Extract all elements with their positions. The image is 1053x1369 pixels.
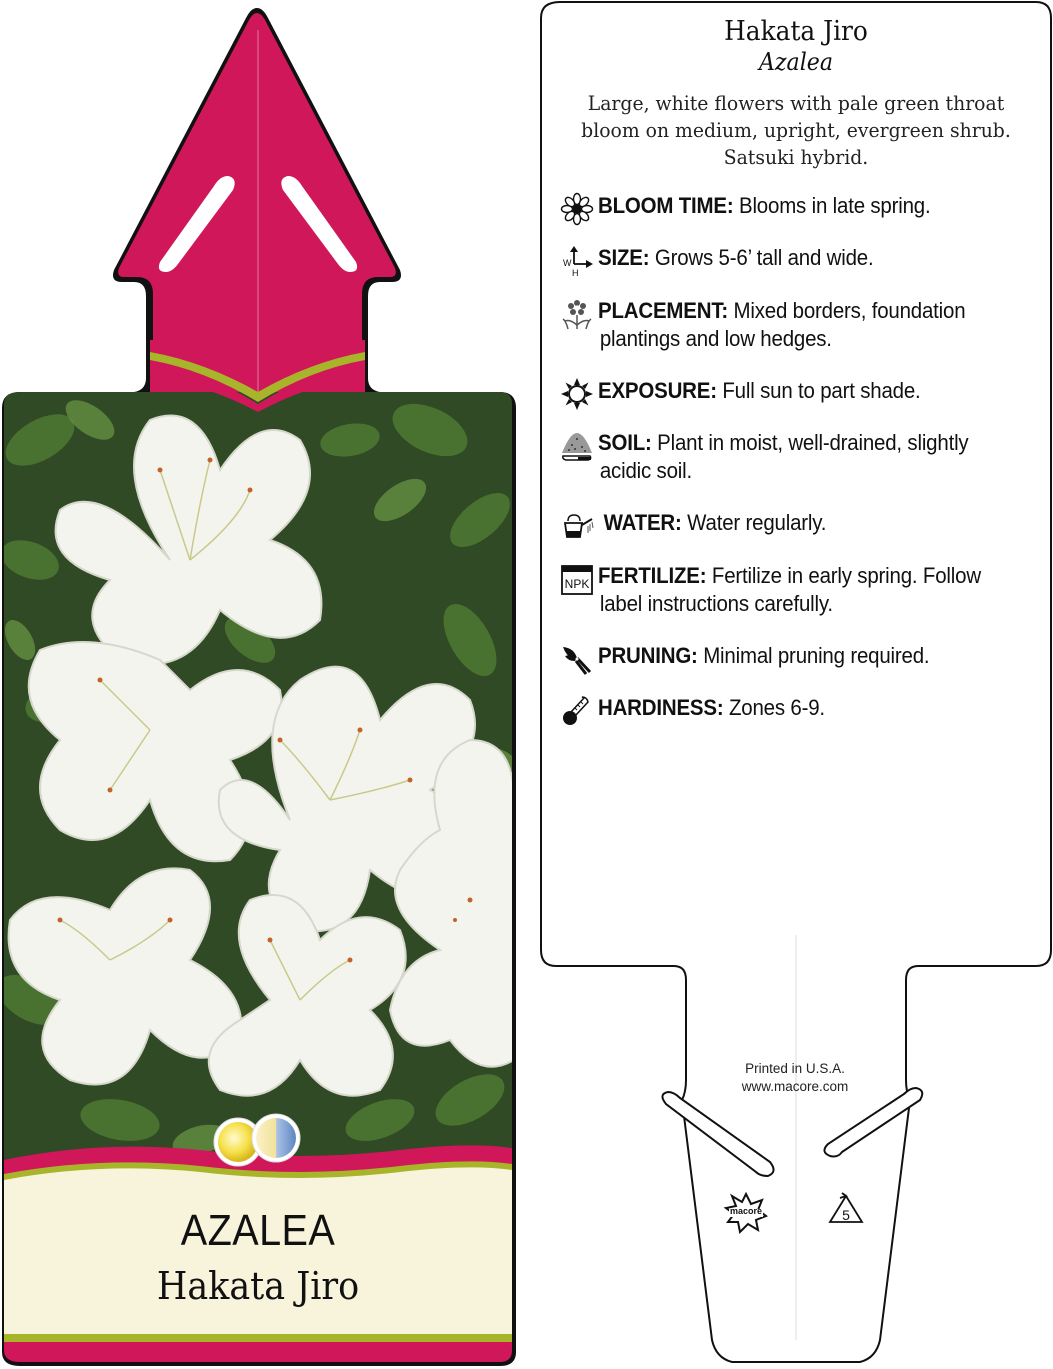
plants-icon <box>560 297 594 331</box>
front-stake-arrow <box>118 13 396 376</box>
hardiness-label: HARDINESS: <box>598 695 724 720</box>
exposure-row <box>560 377 1040 411</box>
thermometer-icon <box>560 694 594 728</box>
back-genus-subtitle: Azalea <box>758 48 834 76</box>
pruners-icon <box>560 642 594 676</box>
size-label: SIZE: <box>598 245 650 270</box>
bloom-time-value: Blooms in late spring. <box>738 193 931 218</box>
macore-logo-text: macore <box>729 1206 763 1216</box>
placement-label: PLACEMENT: <box>598 298 728 323</box>
azalea-photo <box>0 360 519 1161</box>
printed-in-text: Printed in U.S.A. <box>745 1061 845 1076</box>
water-row <box>560 509 1040 543</box>
bloom-time-row <box>560 192 1040 226</box>
flower-icon <box>560 192 594 226</box>
soil-row <box>560 429 1040 485</box>
placement-value-continued: plantings and low hedges. <box>599 326 832 351</box>
exposure-label: EXPOSURE: <box>598 378 717 403</box>
soil-value: Plant in moist, well-drained, slightly <box>657 430 969 455</box>
front-plant-tag <box>0 0 520 1369</box>
plant-description: Large, white flowers with pale green throat bloom on medium, upright, evergreen shrub. Satsuki hybrid. <box>581 91 1011 169</box>
size-value: Grows 5-6’ tall and wide. <box>654 245 874 270</box>
recycle-number: 5 <box>842 1207 850 1223</box>
pruning-value: Minimal pruning required. <box>703 643 930 668</box>
fertilize-value: Fertilize in early spring. Follow <box>711 563 981 588</box>
svg-text:W: W <box>563 258 572 268</box>
pruning-row <box>560 642 1040 676</box>
exposure-value: Full sun to part shade. <box>722 378 921 403</box>
fertilize-row <box>560 562 1040 618</box>
fertilize-label: FERTILIZE: <box>598 563 707 588</box>
placement-value: Mixed borders, foundation <box>733 298 966 323</box>
water-label: WATER: <box>603 510 682 535</box>
soil-value-continued: acidic soil. <box>599 458 693 483</box>
npk-fertilizer-icon <box>560 562 594 596</box>
part-shade-exposure-icon <box>252 1114 300 1162</box>
fertilize-value-continued: label instructions carefully. <box>599 591 833 616</box>
back-cultivar-title: Hakata Jiro <box>724 16 868 47</box>
hardiness-value: Zones 6-9. <box>728 695 825 720</box>
water-value: Water regularly. <box>687 510 827 535</box>
sun-icon <box>560 377 594 411</box>
placement-row <box>560 297 1040 353</box>
website-text: www.macore.com <box>741 1079 849 1094</box>
hardiness-row <box>560 694 1040 728</box>
pruning-label: PRUNING: <box>598 643 698 668</box>
svg-text:H: H <box>572 268 579 278</box>
front-genus-title: AZALEA <box>180 1206 336 1255</box>
soil-pile-icon <box>560 429 594 463</box>
soil-label: SOIL: <box>598 430 652 455</box>
size-row <box>560 244 1040 278</box>
front-cultivar-title: Hakata Jiro <box>156 1264 360 1308</box>
watering-can-icon <box>560 509 594 543</box>
bloom-time-label: BLOOM TIME: <box>598 193 734 218</box>
svg-text:NPK: NPK <box>564 577 590 591</box>
size-arrows-icon <box>560 244 594 278</box>
